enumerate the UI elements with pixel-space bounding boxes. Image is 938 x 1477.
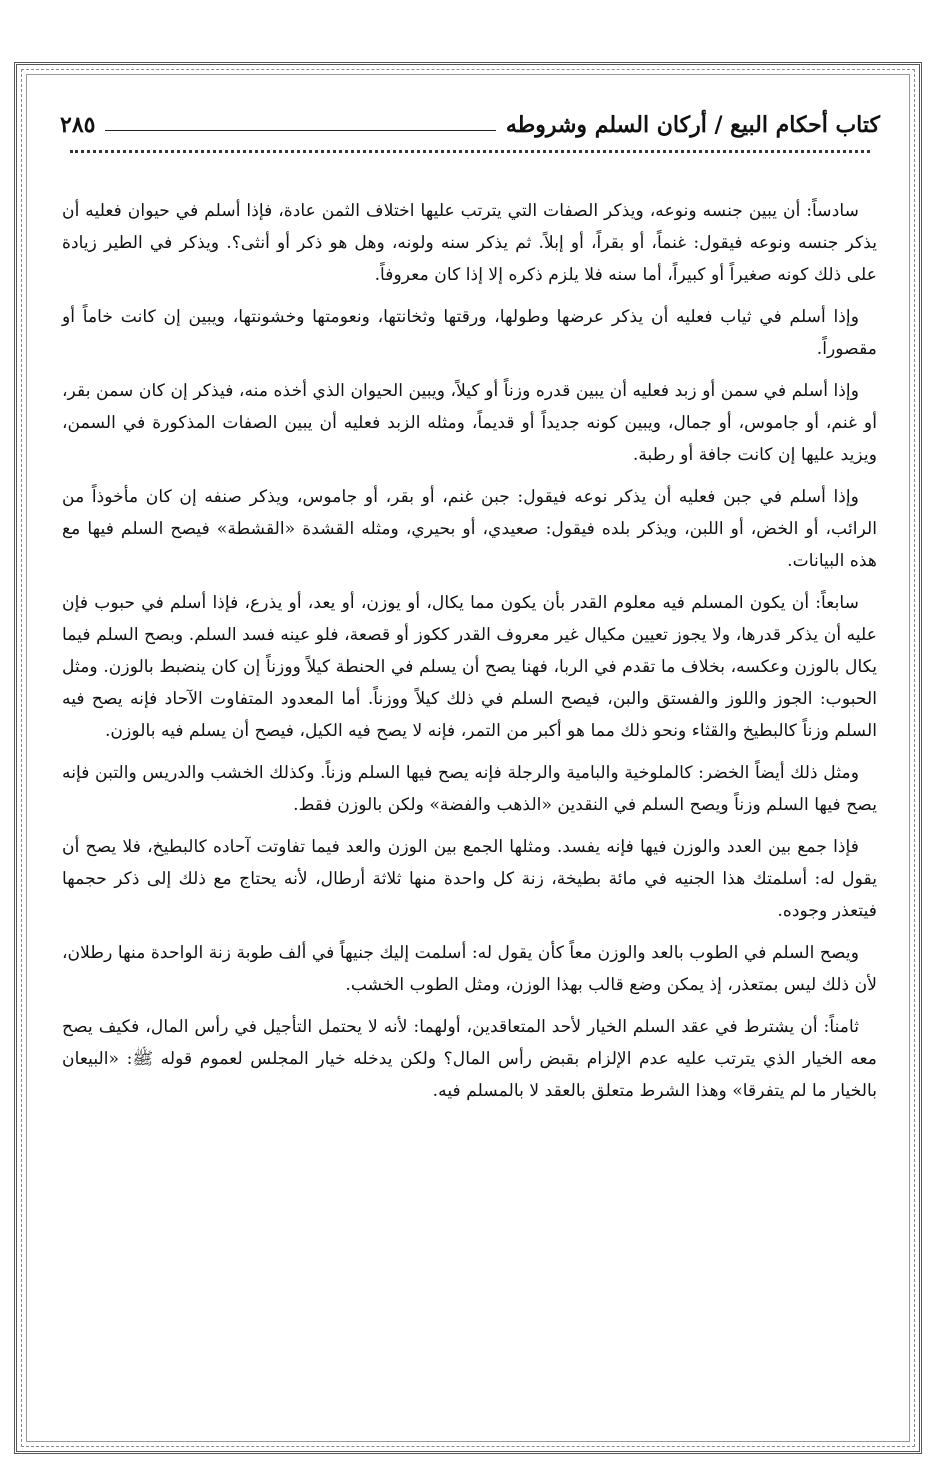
running-header xyxy=(60,108,880,142)
paragraph: وإذا أسلم في جبن فعليه أن يذكر نوعه فيقول: جبن غنم، أو بقر، أو جاموس، ويذكر صنفه إن كان مأخوذاً من الرائب، أو الخض، أو اللبن، ويذكر بلده فيقول: صعيدي، أو بحيري، ومثله القشدة «القشطة» فيصح السلم فيها مع هذه البيانات. xyxy=(62,487,877,571)
chapter-title: كتاب أحكام البيع / أركان السلم وشروطه xyxy=(505,112,880,138)
paragraph: ويصح السلم في الطوب بالعد والوزن معاً كأن يقول له: أسلمت إليك جنيهاً في ألف طوبة زنة الواحدة منها رطلان، لأن ذلك ليس بمتعذر، إذ يمكن وضع قالب بهذا الوزن، ومثل الطوب الخشب. xyxy=(62,943,877,995)
paragraph: سادساً: أن يبين جنسه ونوعه، ويذكر الصفات التي يترتب عليها اختلاف الثمن عادة، فإذا أسلم في حيوان فعليه أن يذكر جنسه ونوعه فيقول: غنماً، أو بقراً، أو إبلاً. ثم يذكر سنه ولونه، وهل هو ذكر أو أنثى؟. ويذكر في الطير زيادة على ذلك كونه صغيراً أو كبيراً، أما سنه فلا يلزم ذكره إلا إذا كان معروفاً. xyxy=(62,201,877,285)
paragraph: سابعاً: أن يكون المسلم فيه معلوم القدر بأن يكون مما يكال، أو يوزن، أو يعد، أو يذرع، فإذا أسلم في حبوب فإن عليه أن يذكر قدرها، ولا يجوز تعيين مكيال غير معروف القدر ككوز أو قصعة، فلو عينه فسد السلم. وبصح السلم فيما يكال بالوزن وعكسه، بخلاف ما تقدم في الربا، فهنا يصح أن يسلم في الحنطة كيلاً ووزناً إن كان ينضبط بالوزن. ومثل الحبوب: الجوز واللوز والفستق والبن، فيصح السلم في ذلك كيلاً ووزناً. أما المعدود المتفاوت الآحاد فإنه يصح فيه السلم وزناً كالبطيخ والقثاء ونحو ذلك مما هو أكبر من التمر، فإنه لا يصح فيه الكيل، فيصح أن يسلم فيه بالوزن. xyxy=(62,593,877,741)
paragraph: وإذا أسلم في ثياب فعليه أن يذكر عرضها وطولها، ورقتها وثخانتها، ونعومتها وخشونتها، ويبين إن كانت خاماً أو مقصوراً. xyxy=(62,307,877,359)
paragraph: فإذا جمع بين العدد والوزن فيها فإنه يفسد. ومثلها الجمع بين الوزن والعد فيما تفاوتت آحاده كالبطيخ، فلا يصح أن يقول له: أسلمتك هذا الجنيه في مائة بطيخة، زنة كل واحدة منها ثلاثة أرطال، لأنه يحتاج مع ذلك إلى ذكر حجمها فيتعذر وجوده. xyxy=(62,837,877,921)
header-rule xyxy=(105,130,495,131)
page-number: ٢٨٥ xyxy=(60,112,96,138)
paragraph: وإذا أسلم في سمن أو زبد فعليه أن يبين قدره وزناً أو كيلاً، ويبين الحيوان الذي أخذه منه، فيذكر إن كان سمن بقر، أو غنم، أو جاموس، أو جمال، ويبين كونه جديداً أو قديماً، ومثله الزبد فعليه أن يبين الصفات المذكورة في السمن، ويزيد عليها إن كانت جافة أو رطبة. xyxy=(62,381,877,465)
body-text xyxy=(62,195,877,1117)
paragraph: ثامناً: أن يشترط في عقد السلم الخيار لأحد المتعاقدين، أولهما: لأنه لا يحتمل التأجيل في رأس المال، فكيف يصح معه الخيار الذي يترتب عليه عدم الإلزام بقبض رأس المال؟ ولكن يدخله خيار المجلس لعموم قوله ﷺ: «البيعان بالخيار ما لم يتفرقا» وهذا الشرط متعلق بالعقد لا بالمسلم فيه. xyxy=(62,1017,877,1101)
paragraph: ومثل ذلك أيضاً الخضر: كالملوخية والبامية والرجلة فإنه يصح فيها السلم وزناً. وكذلك الخشب والدريس والتبن فإنه يصح فيها السلم وزناً ويصح السلم في النقدين «الذهب والفضة» ولكن بالوزن فقط. xyxy=(62,763,877,815)
dotted-separator xyxy=(70,150,870,161)
